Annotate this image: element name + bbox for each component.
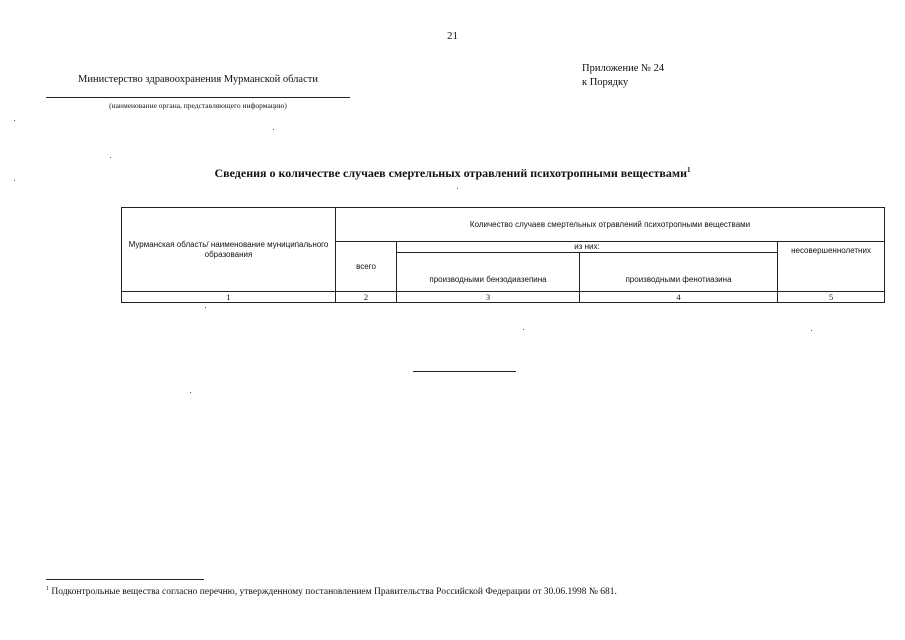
header-minors: несовершеннолетних <box>778 242 885 292</box>
header-total: всего <box>336 242 397 292</box>
scan-speck <box>14 180 15 181</box>
title-footnote-mark: 1 <box>687 166 691 174</box>
ministry-name: Министерство здравоохранения Мурманской области <box>78 74 318 85</box>
scan-speck <box>273 129 274 130</box>
header-benzodiazepine: производными бензодиазепина <box>397 253 580 292</box>
header-region: Мурманская область/ наименование муниципального образования <box>122 208 336 292</box>
appendix-reference <box>582 62 664 90</box>
footnote-text: Подконтрольные вещества согласно перечню, утвержденному постановлением Правительства Российской Федерации от 30.06.1998 № 681. <box>49 587 617 598</box>
separator-line <box>413 371 516 372</box>
scan-speck <box>811 330 812 331</box>
column-number: 2 <box>336 292 397 303</box>
scan-speck <box>110 157 111 158</box>
ministry-underline <box>46 97 350 98</box>
document-title <box>0 166 905 181</box>
page-number: 21 <box>447 30 458 42</box>
table-header-row <box>122 208 885 242</box>
ministry-caption: (наименование органа, представляющего информацию) <box>109 101 287 110</box>
scan-speck <box>523 329 524 330</box>
column-number: 3 <box>397 292 580 303</box>
appendix-number: Приложение № 24 <box>582 63 665 74</box>
header-group: Количество случаев смертельных отравлений психотропными веществами <box>336 208 885 242</box>
column-number: 4 <box>580 292 778 303</box>
report-table <box>121 207 885 303</box>
scan-speck <box>205 307 206 308</box>
appendix-to-procedure: к Порядку <box>582 77 629 88</box>
header-of-which: из них: <box>397 242 778 253</box>
footnote-mark: 1 <box>46 586 49 592</box>
scan-speck <box>457 188 458 189</box>
column-number: 1 <box>122 292 336 303</box>
footnote-separator <box>46 579 204 580</box>
footnote <box>46 586 617 597</box>
table-number-row <box>122 292 885 303</box>
header-phenothiazine: производными фенотиазина <box>580 253 778 292</box>
scan-speck <box>190 392 191 393</box>
document-title-text: Сведения о количестве случаев смертельных отравлений психотропными веществами <box>214 166 688 180</box>
column-number: 5 <box>778 292 885 303</box>
scan-speck <box>14 120 15 121</box>
